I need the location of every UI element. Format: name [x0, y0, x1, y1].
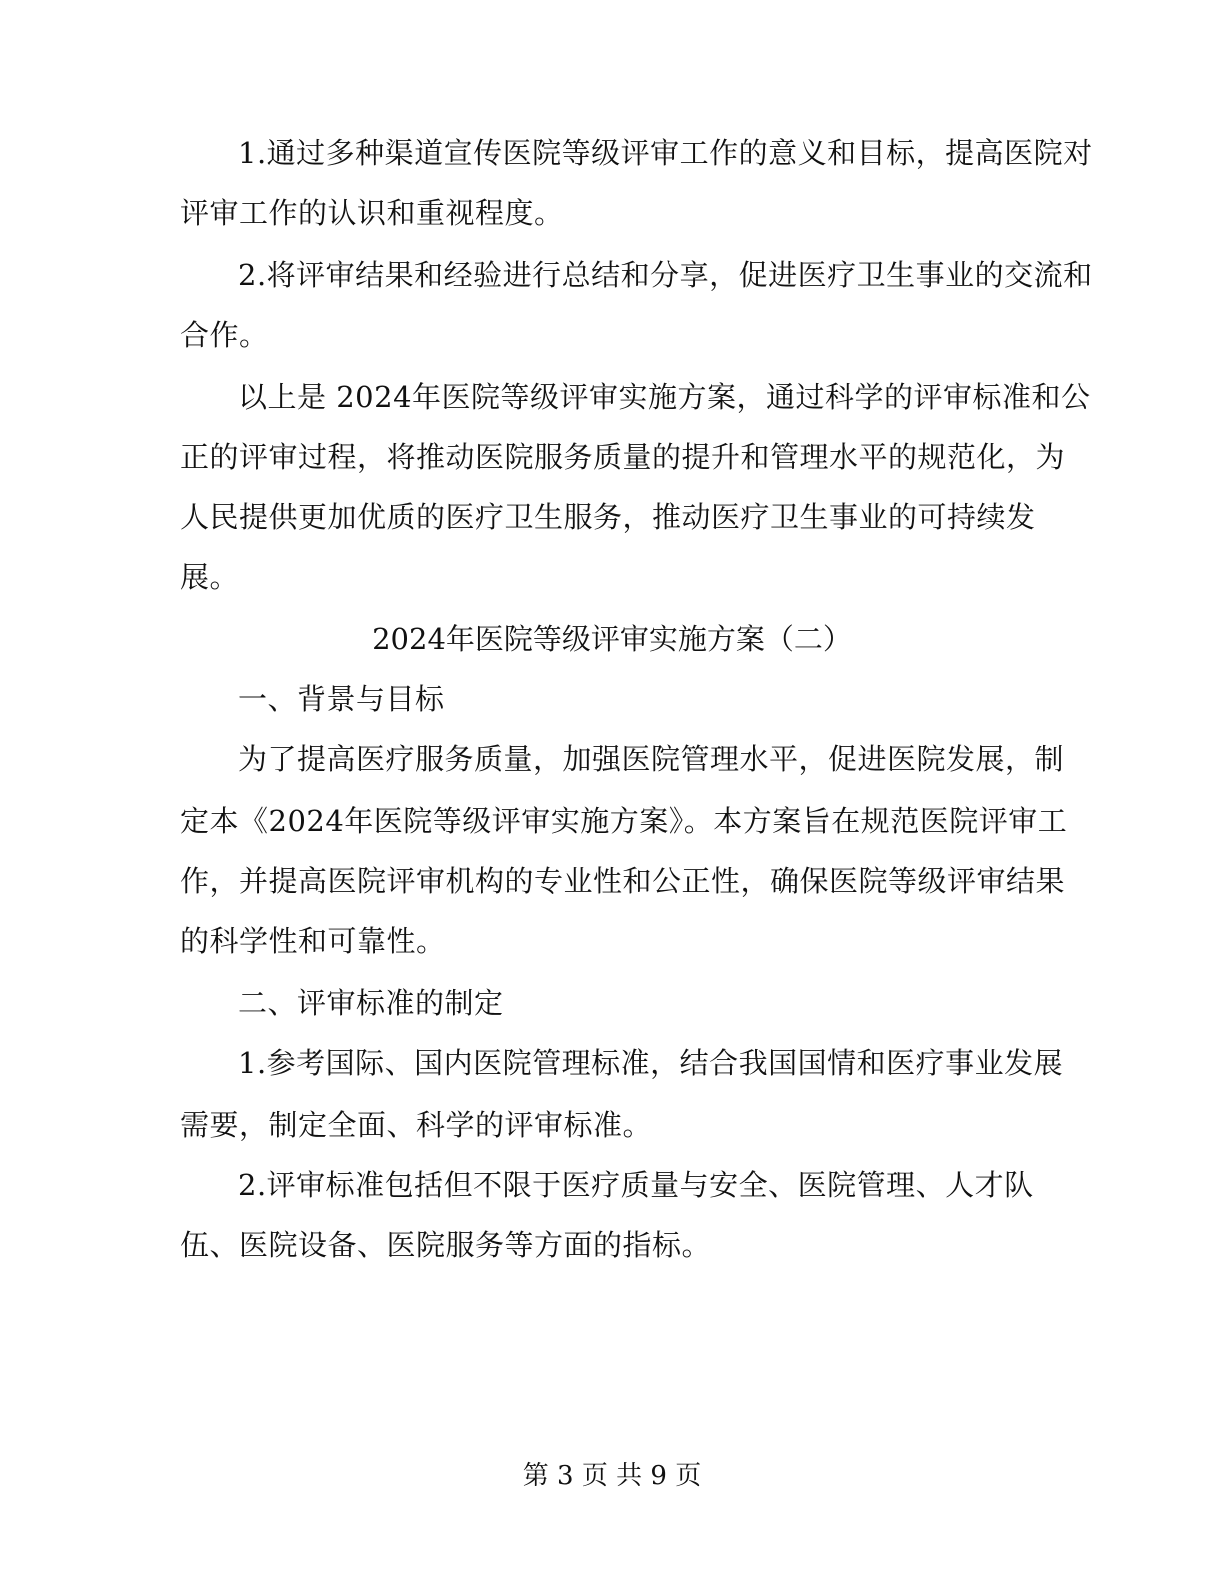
page-number-footer: 第 3 页 共 9 页: [522, 1461, 702, 1491]
paragraph-line: 人民提供更加优质的医疗卫生服务，推动医疗卫生事业的可持续发: [180, 500, 1036, 534]
paragraph-line: 以上是 2024年医院等级评审实施方案，通过科学的评审标准和公: [238, 380, 1091, 414]
paragraph-line: 伍、医院设备、医院服务等方面的指标。: [180, 1228, 712, 1262]
section-heading: 二、评审标准的制定: [238, 986, 504, 1020]
paragraph-line: 合作。: [180, 318, 269, 352]
paragraph-line: 的科学性和可靠性。: [180, 924, 446, 958]
paragraph-line: 2.将评审结果和经验进行总结和分享，促进医疗卫生事业的交流和: [238, 258, 1093, 292]
paragraph-line: 1.参考国际、国内医院管理标准，结合我国国情和医疗事业发展: [238, 1046, 1064, 1080]
paragraph-line: 2.评审标准包括但不限于医疗质量与安全、医院管理、人才队: [238, 1168, 1034, 1202]
section-title: 2024年医院等级评审实施方案（二）: [372, 622, 852, 656]
paragraph-line: 作，并提高医院评审机构的专业性和公正性，确保医院等级评审结果: [180, 864, 1066, 898]
paragraph-line: 评审工作的认识和重视程度。: [180, 196, 564, 230]
paragraph-line: 需要，制定全面、科学的评审标准。: [180, 1108, 653, 1142]
paragraph-line: 1.通过多种渠道宣传医院等级评审工作的意义和目标，提高医院对: [238, 136, 1093, 170]
paragraph-line: 正的评审过程，将推动医院服务质量的提升和管理水平的规范化，为: [180, 440, 1066, 474]
paragraph-line: 展。: [180, 560, 240, 594]
paragraph-line: 定本《2024年医院等级评审实施方案》。本方案旨在规范医院评审工: [180, 804, 1068, 838]
section-heading: 一、背景与目标: [238, 682, 445, 716]
paragraph-line: 为了提高医疗服务质量，加强医院管理水平，促进医院发展，制: [238, 742, 1065, 776]
